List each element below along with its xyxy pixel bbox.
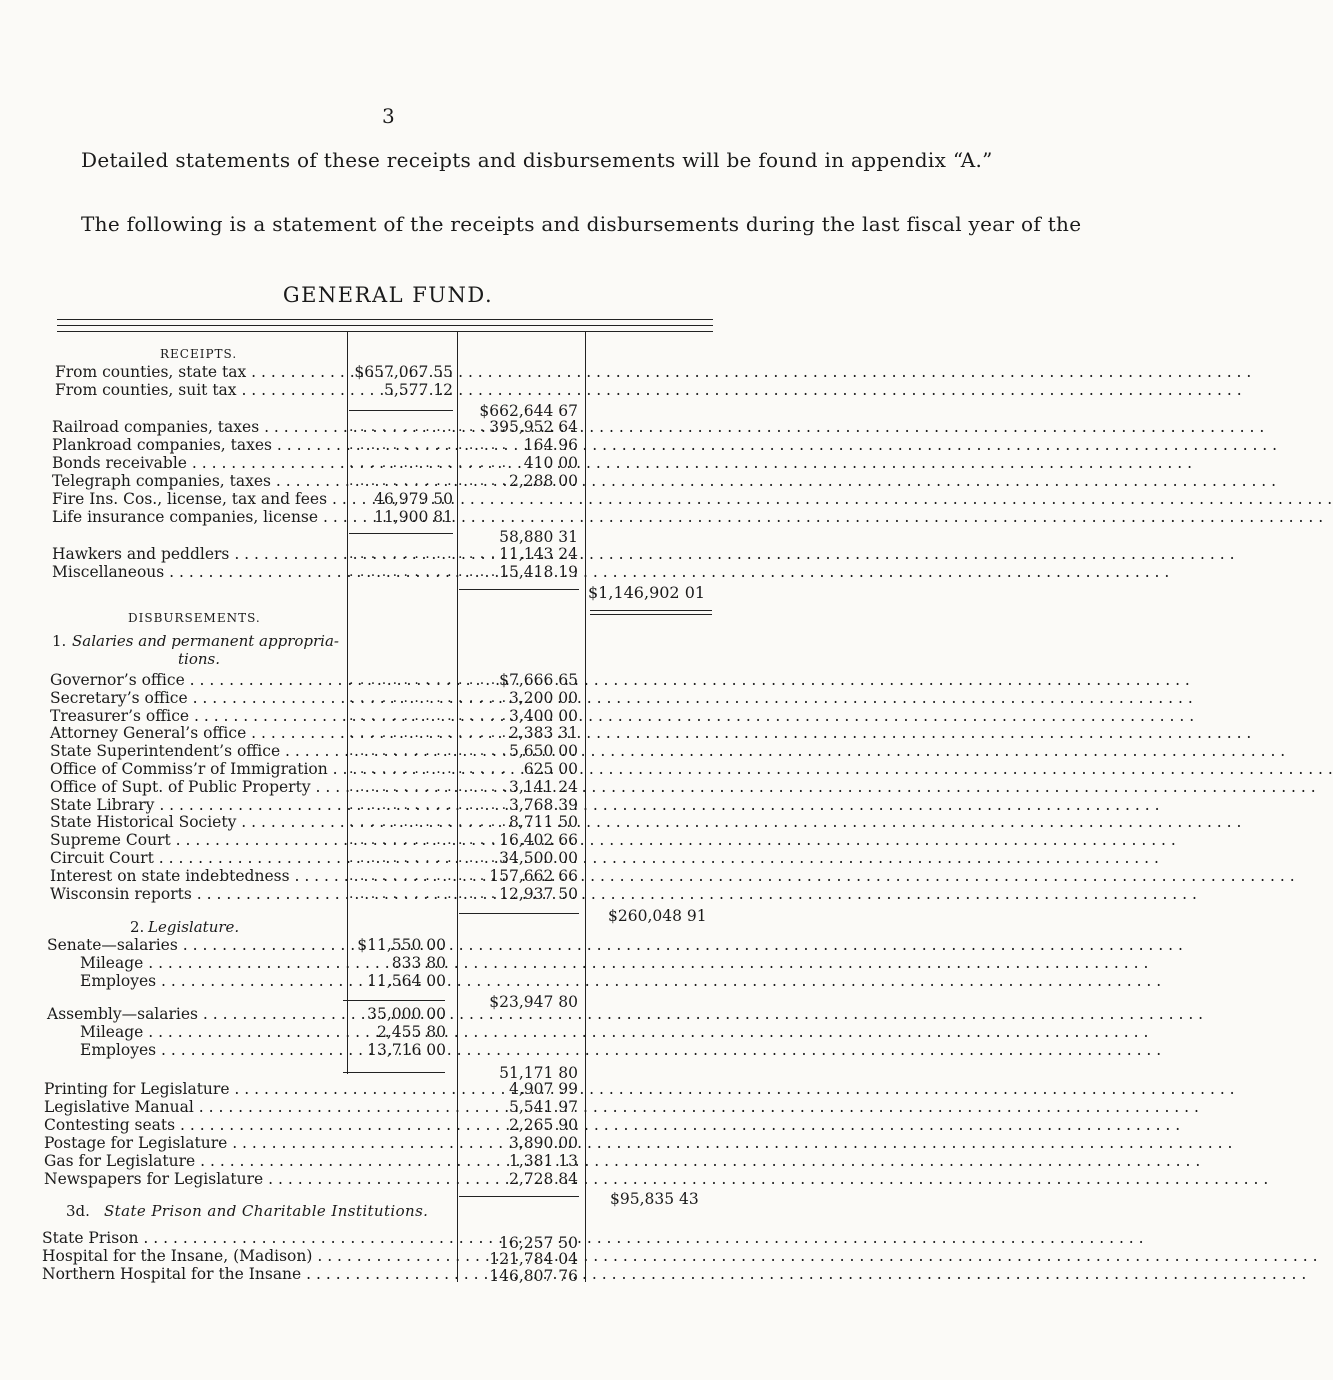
section-heading: Legislature. bbox=[148, 918, 240, 936]
subtotal-value: 58,880 31 bbox=[499, 528, 578, 546]
row-value: 395,952 64 bbox=[489, 418, 578, 436]
receipts-heading: RECEIPTS. bbox=[160, 347, 238, 361]
row-label: Treasurer’s office . . . bbox=[50, 707, 342, 725]
leader-dots: . . . . . . . . . . . . . . . bbox=[349, 672, 508, 688]
row-value: 11,143 24 bbox=[499, 545, 578, 563]
row-value: 5,650 00 bbox=[508, 742, 578, 760]
row-value: 3,400 00 bbox=[508, 707, 578, 725]
row-value: 35,000 00 bbox=[367, 1005, 446, 1023]
leader-dots: . . . . . . . . . . . . . . . bbox=[349, 546, 508, 562]
leader-dots: . . . . . . . . . . . . . . . bbox=[349, 797, 508, 813]
row-label: Miscellaneous . . . bbox=[52, 563, 345, 581]
row-label: State Library . . . bbox=[50, 796, 342, 814]
row-value: 12,937 50 bbox=[499, 885, 578, 903]
row-value: 3,768 39 bbox=[508, 796, 578, 814]
row-label: Printing for Legislature . . . bbox=[44, 1080, 444, 1098]
leader-dots: . . . . . . . . . . . . . . . bbox=[349, 725, 508, 741]
row-label: Telegraph companies, taxes . . . bbox=[52, 472, 345, 490]
section-heading: Salaries and permanent appropria- bbox=[72, 632, 339, 650]
row-value: $7,666 65 bbox=[499, 671, 578, 689]
row-value: 46,979 50 bbox=[374, 490, 453, 508]
row-label: Mileage . . . bbox=[80, 1023, 337, 1041]
row-value: 4,907 99 bbox=[508, 1080, 578, 1098]
row-value: 2,455 80 bbox=[376, 1023, 446, 1041]
disbursements-heading: DISBURSEMENTS. bbox=[128, 611, 261, 625]
row-label: Senate—salaries . . . bbox=[47, 936, 337, 954]
row-value: 8,711 50 bbox=[508, 813, 578, 831]
row-value: $11,550 00 bbox=[357, 936, 446, 954]
section-total-value: $95,835 43 bbox=[610, 1190, 699, 1208]
subtotal-rule bbox=[459, 1196, 579, 1197]
leader-dots: . . . . . . . . . . . . . . . bbox=[349, 743, 508, 759]
grand-total-rule-2 bbox=[590, 614, 712, 615]
paragraph-text: The following is a statement of the receipts and disbursements during the last fiscal year of the bbox=[81, 212, 1082, 236]
row-label: State Superintendent’s office . . . bbox=[50, 742, 342, 760]
row-label: Northern Hospital for the Insane . . . bbox=[42, 1265, 444, 1283]
row-label: State Historical Society . . . bbox=[50, 813, 342, 831]
leader-dots: . . . . . . . . . . . . . . . bbox=[349, 419, 508, 435]
row-label: Interest on state indebtedness . . . bbox=[50, 867, 342, 885]
row-value: 11,564 00 bbox=[367, 972, 446, 990]
leader-dots: . . . . . . . . . . . . . . . bbox=[349, 779, 508, 795]
row-label: Attorney General’s office . . . bbox=[50, 724, 342, 742]
section-heading-cont: tions. bbox=[178, 650, 220, 668]
intro-paragraph-1 bbox=[57, 148, 993, 172]
row-value: 121,784 04 bbox=[489, 1250, 578, 1268]
row-label: Contesting seats . . . bbox=[44, 1116, 444, 1134]
subtotal-value: 51,171 80 bbox=[499, 1064, 578, 1082]
row-label: Employes . . . bbox=[80, 972, 337, 990]
row-label: Governor’s office . . . bbox=[50, 671, 342, 689]
section-number: 3d. bbox=[66, 1202, 90, 1220]
subtotal-value: $662,644 67 bbox=[479, 402, 578, 420]
row-label: Employes . . . bbox=[80, 1041, 337, 1059]
row-label: Hospital for the Insane, (Madison) . . . bbox=[42, 1247, 444, 1265]
leader-dots: . . . . . . . . . . . . . . . bbox=[349, 437, 508, 453]
subtotal-rule bbox=[343, 1072, 445, 1073]
row-label: Postage for Legislature . . . bbox=[44, 1134, 444, 1152]
row-value: 34,500 00 bbox=[499, 849, 578, 867]
row-value: 5,541 97 bbox=[508, 1098, 578, 1116]
leader-dots: . . . . . . . . . . . . . . . bbox=[349, 690, 508, 706]
row-value: 1,381 13 bbox=[508, 1152, 578, 1170]
row-label: Legislative Manual . . . bbox=[44, 1098, 444, 1116]
leader-dots: . . . . . . . . . . . . . . . bbox=[349, 455, 508, 471]
leader-dots: . . . . . . . . . . . . . . . bbox=[349, 850, 508, 866]
grand-total-value: $1,146,902 01 bbox=[588, 583, 706, 602]
row-label: Assembly—salaries . . . bbox=[47, 1005, 337, 1023]
section-number: 1. bbox=[52, 632, 67, 650]
row-value: 2,383 31 bbox=[508, 724, 578, 742]
row-label: Secretary’s office . . . bbox=[50, 689, 342, 707]
top-rule bbox=[57, 319, 713, 320]
leader-dots: . . . . . . . . . . . . . . . bbox=[349, 761, 508, 777]
subtotal-rule bbox=[349, 533, 453, 534]
row-value: 833 80 bbox=[391, 954, 446, 972]
row-label: Wisconsin reports . . . bbox=[50, 885, 342, 903]
row-value: $657,067 55 bbox=[354, 363, 453, 381]
row-label: Plankroad companies, taxes . . . bbox=[52, 436, 345, 454]
row-label: Railroad companies, taxes . . . bbox=[52, 418, 345, 436]
row-label: Office of Supt. of Public Property . . . bbox=[50, 778, 342, 796]
row-value: 2,288 00 bbox=[508, 472, 578, 490]
subtotal-rule bbox=[343, 1000, 445, 1001]
section-title: GENERAL FUND. bbox=[282, 283, 494, 307]
row-value: 625 00 bbox=[523, 760, 578, 778]
row-label: From counties, suit tax . . . bbox=[55, 381, 345, 399]
row-value: 16,257 50 bbox=[499, 1234, 578, 1252]
row-value: 13,716 00 bbox=[367, 1041, 446, 1059]
row-value: 3,141 24 bbox=[508, 778, 578, 796]
row-value: 15,418 19 bbox=[499, 563, 578, 581]
leader-dots: . . . . . . . . . . . . . . . bbox=[349, 564, 508, 580]
subtotal-rule bbox=[349, 410, 453, 411]
row-label: Gas for Legislature . . . bbox=[44, 1152, 444, 1170]
row-value: 146,807 76 bbox=[489, 1267, 578, 1285]
leader-dots: . . . . . . . . . . . . . . . bbox=[349, 868, 508, 884]
top-rule-2 bbox=[57, 325, 713, 326]
row-value: 16,402 66 bbox=[499, 831, 578, 849]
page-number: 3 bbox=[382, 104, 395, 128]
subtotal-rule bbox=[459, 589, 579, 590]
row-value: 2,728 84 bbox=[508, 1170, 578, 1188]
row-label: Circuit Court . . . bbox=[50, 849, 342, 867]
row-label: Mileage . . . bbox=[80, 954, 337, 972]
top-rule-3 bbox=[57, 331, 713, 332]
paragraph-text: Detailed statements of these receipts and disbursements will be found in appendix “A.” bbox=[81, 148, 993, 172]
row-label: Office of Commiss’r of Immigration . . . bbox=[50, 760, 342, 778]
row-value: 2,265 90 bbox=[508, 1116, 578, 1134]
row-value: 410 00 bbox=[523, 454, 578, 472]
leader-dots: . . . . . . . . . . . . . . . bbox=[349, 473, 508, 489]
leader-dots: . . . . . . . . . . . . . . . bbox=[349, 886, 508, 902]
leader-dots: . . . . . . . . . . . . . . . bbox=[349, 814, 508, 830]
row-label: Fire Ins. Cos., license, tax and fees . . . bbox=[52, 490, 345, 508]
row-label: Newspapers for Legislature . . . bbox=[44, 1170, 444, 1188]
row-label: From counties, state tax . . . bbox=[55, 363, 345, 381]
row-label: Hawkers and peddlers . . . bbox=[52, 545, 345, 563]
intro-paragraph-2 bbox=[57, 212, 1082, 236]
leader-dots: . . . . . . . . . . . . . . . bbox=[349, 708, 508, 724]
section-number: 2. bbox=[130, 918, 145, 936]
section-heading: State Prison and Charitable Institutions. bbox=[104, 1202, 429, 1220]
leader-dots: . . . . . . . . . . . . . . . bbox=[349, 832, 508, 848]
row-value: 5,577 12 bbox=[383, 381, 453, 399]
subtotal-rule bbox=[459, 913, 579, 914]
row-value: 157,662 66 bbox=[489, 867, 578, 885]
section-total-value: $260,048 91 bbox=[608, 907, 707, 925]
subtotal-value: $23,947 80 bbox=[489, 993, 578, 1011]
row-value: 3,200 00 bbox=[508, 689, 578, 707]
row-label: Supreme Court . . . bbox=[50, 831, 342, 849]
row-value: 164 96 bbox=[523, 436, 578, 454]
row-value: 3,890.00 bbox=[508, 1134, 578, 1152]
row-label: State Prison . . . bbox=[42, 1229, 444, 1247]
row-label: Life insurance companies, license . . . bbox=[52, 508, 345, 526]
row-value: 11,900 81 bbox=[374, 508, 453, 526]
grand-total-rule bbox=[590, 610, 712, 611]
row-label: Bonds receivable . . . bbox=[52, 454, 345, 472]
